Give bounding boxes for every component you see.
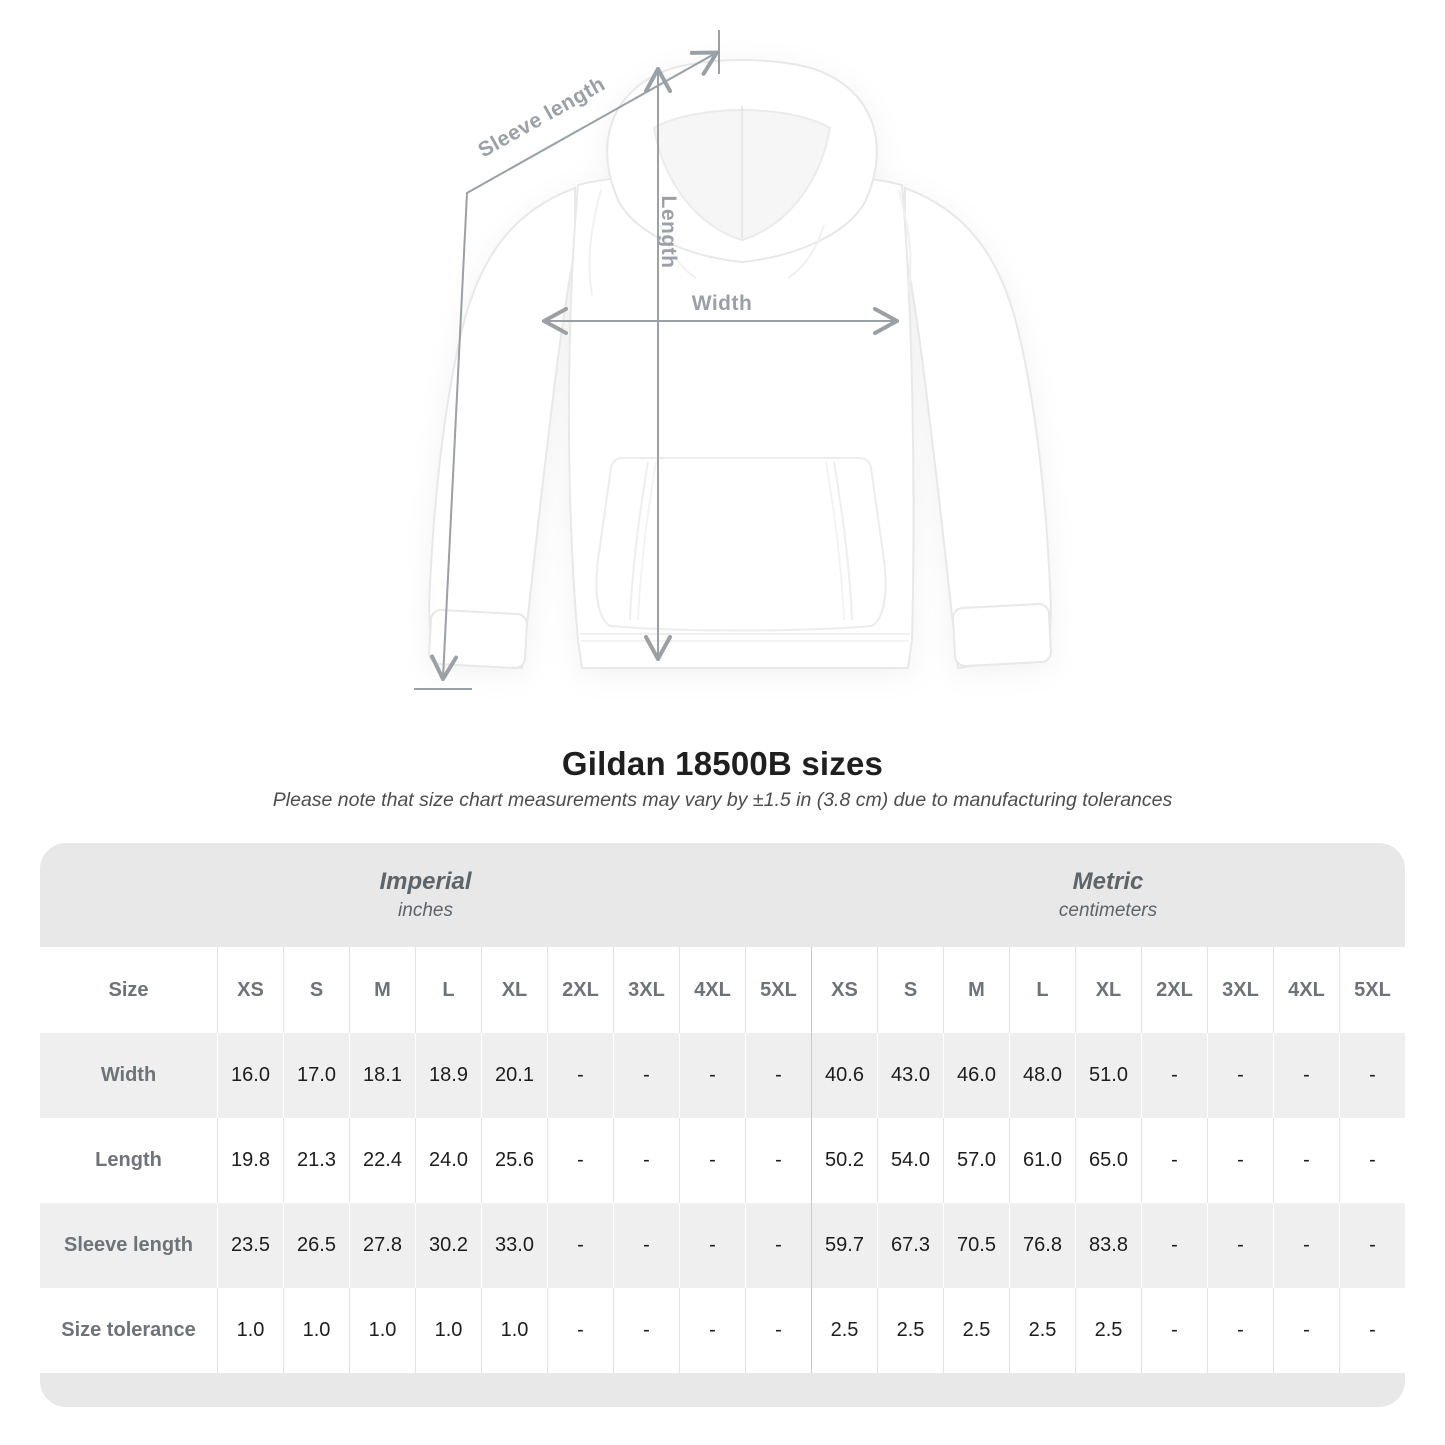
value-cell: - bbox=[1141, 1118, 1207, 1203]
value-cell: 57.0 bbox=[943, 1118, 1009, 1203]
value-cell: - bbox=[1207, 1118, 1273, 1203]
value-cell: - bbox=[1273, 1118, 1339, 1203]
imperial-header bbox=[40, 843, 811, 947]
value-cell: 2.5 bbox=[943, 1288, 1009, 1373]
value-cell: 19.8 bbox=[217, 1118, 283, 1203]
value-cell: - bbox=[1339, 1203, 1405, 1288]
size-col-header: 2XL bbox=[547, 947, 613, 1033]
value-cell: 16.0 bbox=[217, 1033, 283, 1118]
value-cell: 18.1 bbox=[349, 1033, 415, 1118]
size-col-header: L bbox=[1009, 947, 1075, 1033]
size-table bbox=[40, 947, 1405, 1373]
value-cell: 25.6 bbox=[481, 1118, 547, 1203]
value-cell: - bbox=[679, 1203, 745, 1288]
value-cell: - bbox=[679, 1033, 745, 1118]
value-cell: 33.0 bbox=[481, 1203, 547, 1288]
value-cell: 61.0 bbox=[1009, 1118, 1075, 1203]
value-cell: 26.5 bbox=[283, 1203, 349, 1288]
value-cell: 23.5 bbox=[217, 1203, 283, 1288]
value-cell: 18.9 bbox=[415, 1033, 481, 1118]
value-cell: - bbox=[613, 1118, 679, 1203]
value-cell: - bbox=[613, 1203, 679, 1288]
value-cell: - bbox=[1141, 1203, 1207, 1288]
value-cell: 40.6 bbox=[811, 1033, 877, 1118]
value-cell: 51.0 bbox=[1075, 1033, 1141, 1118]
size-col-header: M bbox=[943, 947, 1009, 1033]
value-cell: 1.0 bbox=[349, 1288, 415, 1373]
value-cell: - bbox=[745, 1288, 811, 1373]
value-cell: - bbox=[1339, 1118, 1405, 1203]
metric-header bbox=[811, 843, 1405, 947]
value-cell: - bbox=[547, 1118, 613, 1203]
value-cell: - bbox=[1339, 1033, 1405, 1118]
value-cell: - bbox=[1273, 1288, 1339, 1373]
size-col-header: 5XL bbox=[1339, 947, 1405, 1033]
size-col-header: XS bbox=[811, 947, 877, 1033]
sleeve-length-label: Sleeve length bbox=[474, 72, 610, 163]
value-cell: 2.5 bbox=[811, 1288, 877, 1373]
value-cell: 30.2 bbox=[415, 1203, 481, 1288]
value-cell: 46.0 bbox=[943, 1033, 1009, 1118]
value-cell: 27.8 bbox=[349, 1203, 415, 1288]
row-label: Length bbox=[40, 1118, 217, 1203]
value-cell: 83.8 bbox=[1075, 1203, 1141, 1288]
value-cell: - bbox=[547, 1203, 613, 1288]
value-cell: - bbox=[1207, 1288, 1273, 1373]
metric-title: Metric bbox=[1072, 868, 1144, 895]
value-cell: - bbox=[1207, 1203, 1273, 1288]
units-band bbox=[40, 843, 1405, 947]
value-cell: - bbox=[745, 1203, 811, 1288]
value-cell: - bbox=[1141, 1288, 1207, 1373]
value-cell: 22.4 bbox=[349, 1118, 415, 1203]
value-cell: 20.1 bbox=[481, 1033, 547, 1118]
value-cell: - bbox=[547, 1033, 613, 1118]
size-col-header: 2XL bbox=[1141, 947, 1207, 1033]
size-col-header: S bbox=[283, 947, 349, 1033]
table-footer bbox=[40, 1373, 1405, 1407]
value-cell: - bbox=[679, 1118, 745, 1203]
value-cell: 1.0 bbox=[217, 1288, 283, 1373]
imperial-title: Imperial bbox=[379, 868, 472, 895]
value-cell: 2.5 bbox=[1009, 1288, 1075, 1373]
value-cell: 1.0 bbox=[283, 1288, 349, 1373]
value-cell: 17.0 bbox=[283, 1033, 349, 1118]
row-label: Size tolerance bbox=[40, 1288, 217, 1373]
value-cell: 48.0 bbox=[1009, 1033, 1075, 1118]
value-cell: - bbox=[613, 1033, 679, 1118]
row-label: Width bbox=[40, 1033, 217, 1118]
length-label: Length bbox=[657, 195, 680, 269]
size-col-header: 5XL bbox=[745, 947, 811, 1033]
tolerance-note: Please note that size chart measurements may vary by ±1.5 in (3.8 cm) due to manufacturing tolerances bbox=[272, 789, 1173, 811]
value-cell: - bbox=[1273, 1203, 1339, 1288]
value-cell: 43.0 bbox=[877, 1033, 943, 1118]
value-cell: 54.0 bbox=[877, 1118, 943, 1203]
size-col-header: 4XL bbox=[679, 947, 745, 1033]
value-cell: 21.3 bbox=[283, 1118, 349, 1203]
value-cell: 24.0 bbox=[415, 1118, 481, 1203]
value-cell: 76.8 bbox=[1009, 1203, 1075, 1288]
value-cell: 1.0 bbox=[415, 1288, 481, 1373]
value-cell: 50.2 bbox=[811, 1118, 877, 1203]
size-col-header: L bbox=[415, 947, 481, 1033]
value-cell: 2.5 bbox=[877, 1288, 943, 1373]
size-col-header: 3XL bbox=[1207, 947, 1273, 1033]
width-label: Width bbox=[691, 292, 753, 315]
size-col-header: S bbox=[877, 947, 943, 1033]
value-cell: - bbox=[1339, 1288, 1405, 1373]
size-col-header: XL bbox=[481, 947, 547, 1033]
row-label: Sleeve length bbox=[40, 1203, 217, 1288]
value-cell: 1.0 bbox=[481, 1288, 547, 1373]
value-cell: - bbox=[613, 1288, 679, 1373]
value-cell: - bbox=[1207, 1033, 1273, 1118]
size-chart-card bbox=[40, 843, 1405, 1407]
page-title: Gildan 18500B sizes bbox=[561, 745, 884, 782]
size-col-header: XL bbox=[1075, 947, 1141, 1033]
value-cell: - bbox=[1141, 1033, 1207, 1118]
size-col-header: 3XL bbox=[613, 947, 679, 1033]
value-cell: 67.3 bbox=[877, 1203, 943, 1288]
value-cell: 59.7 bbox=[811, 1203, 877, 1288]
value-cell: - bbox=[745, 1118, 811, 1203]
size-col-header: XS bbox=[217, 947, 283, 1033]
value-cell: 2.5 bbox=[1075, 1288, 1141, 1373]
size-col-header: M bbox=[349, 947, 415, 1033]
metric-unit: centimeters bbox=[1058, 900, 1158, 921]
value-cell: - bbox=[1273, 1033, 1339, 1118]
value-cell: - bbox=[745, 1033, 811, 1118]
size-col-header: 4XL bbox=[1273, 947, 1339, 1033]
size-column-header: Size bbox=[40, 947, 217, 1033]
value-cell: - bbox=[547, 1288, 613, 1373]
value-cell: - bbox=[679, 1288, 745, 1373]
value-cell: 70.5 bbox=[943, 1203, 1009, 1288]
hoodie-illustration bbox=[429, 60, 1052, 668]
value-cell: 65.0 bbox=[1075, 1118, 1141, 1203]
imperial-unit: inches bbox=[398, 900, 453, 921]
